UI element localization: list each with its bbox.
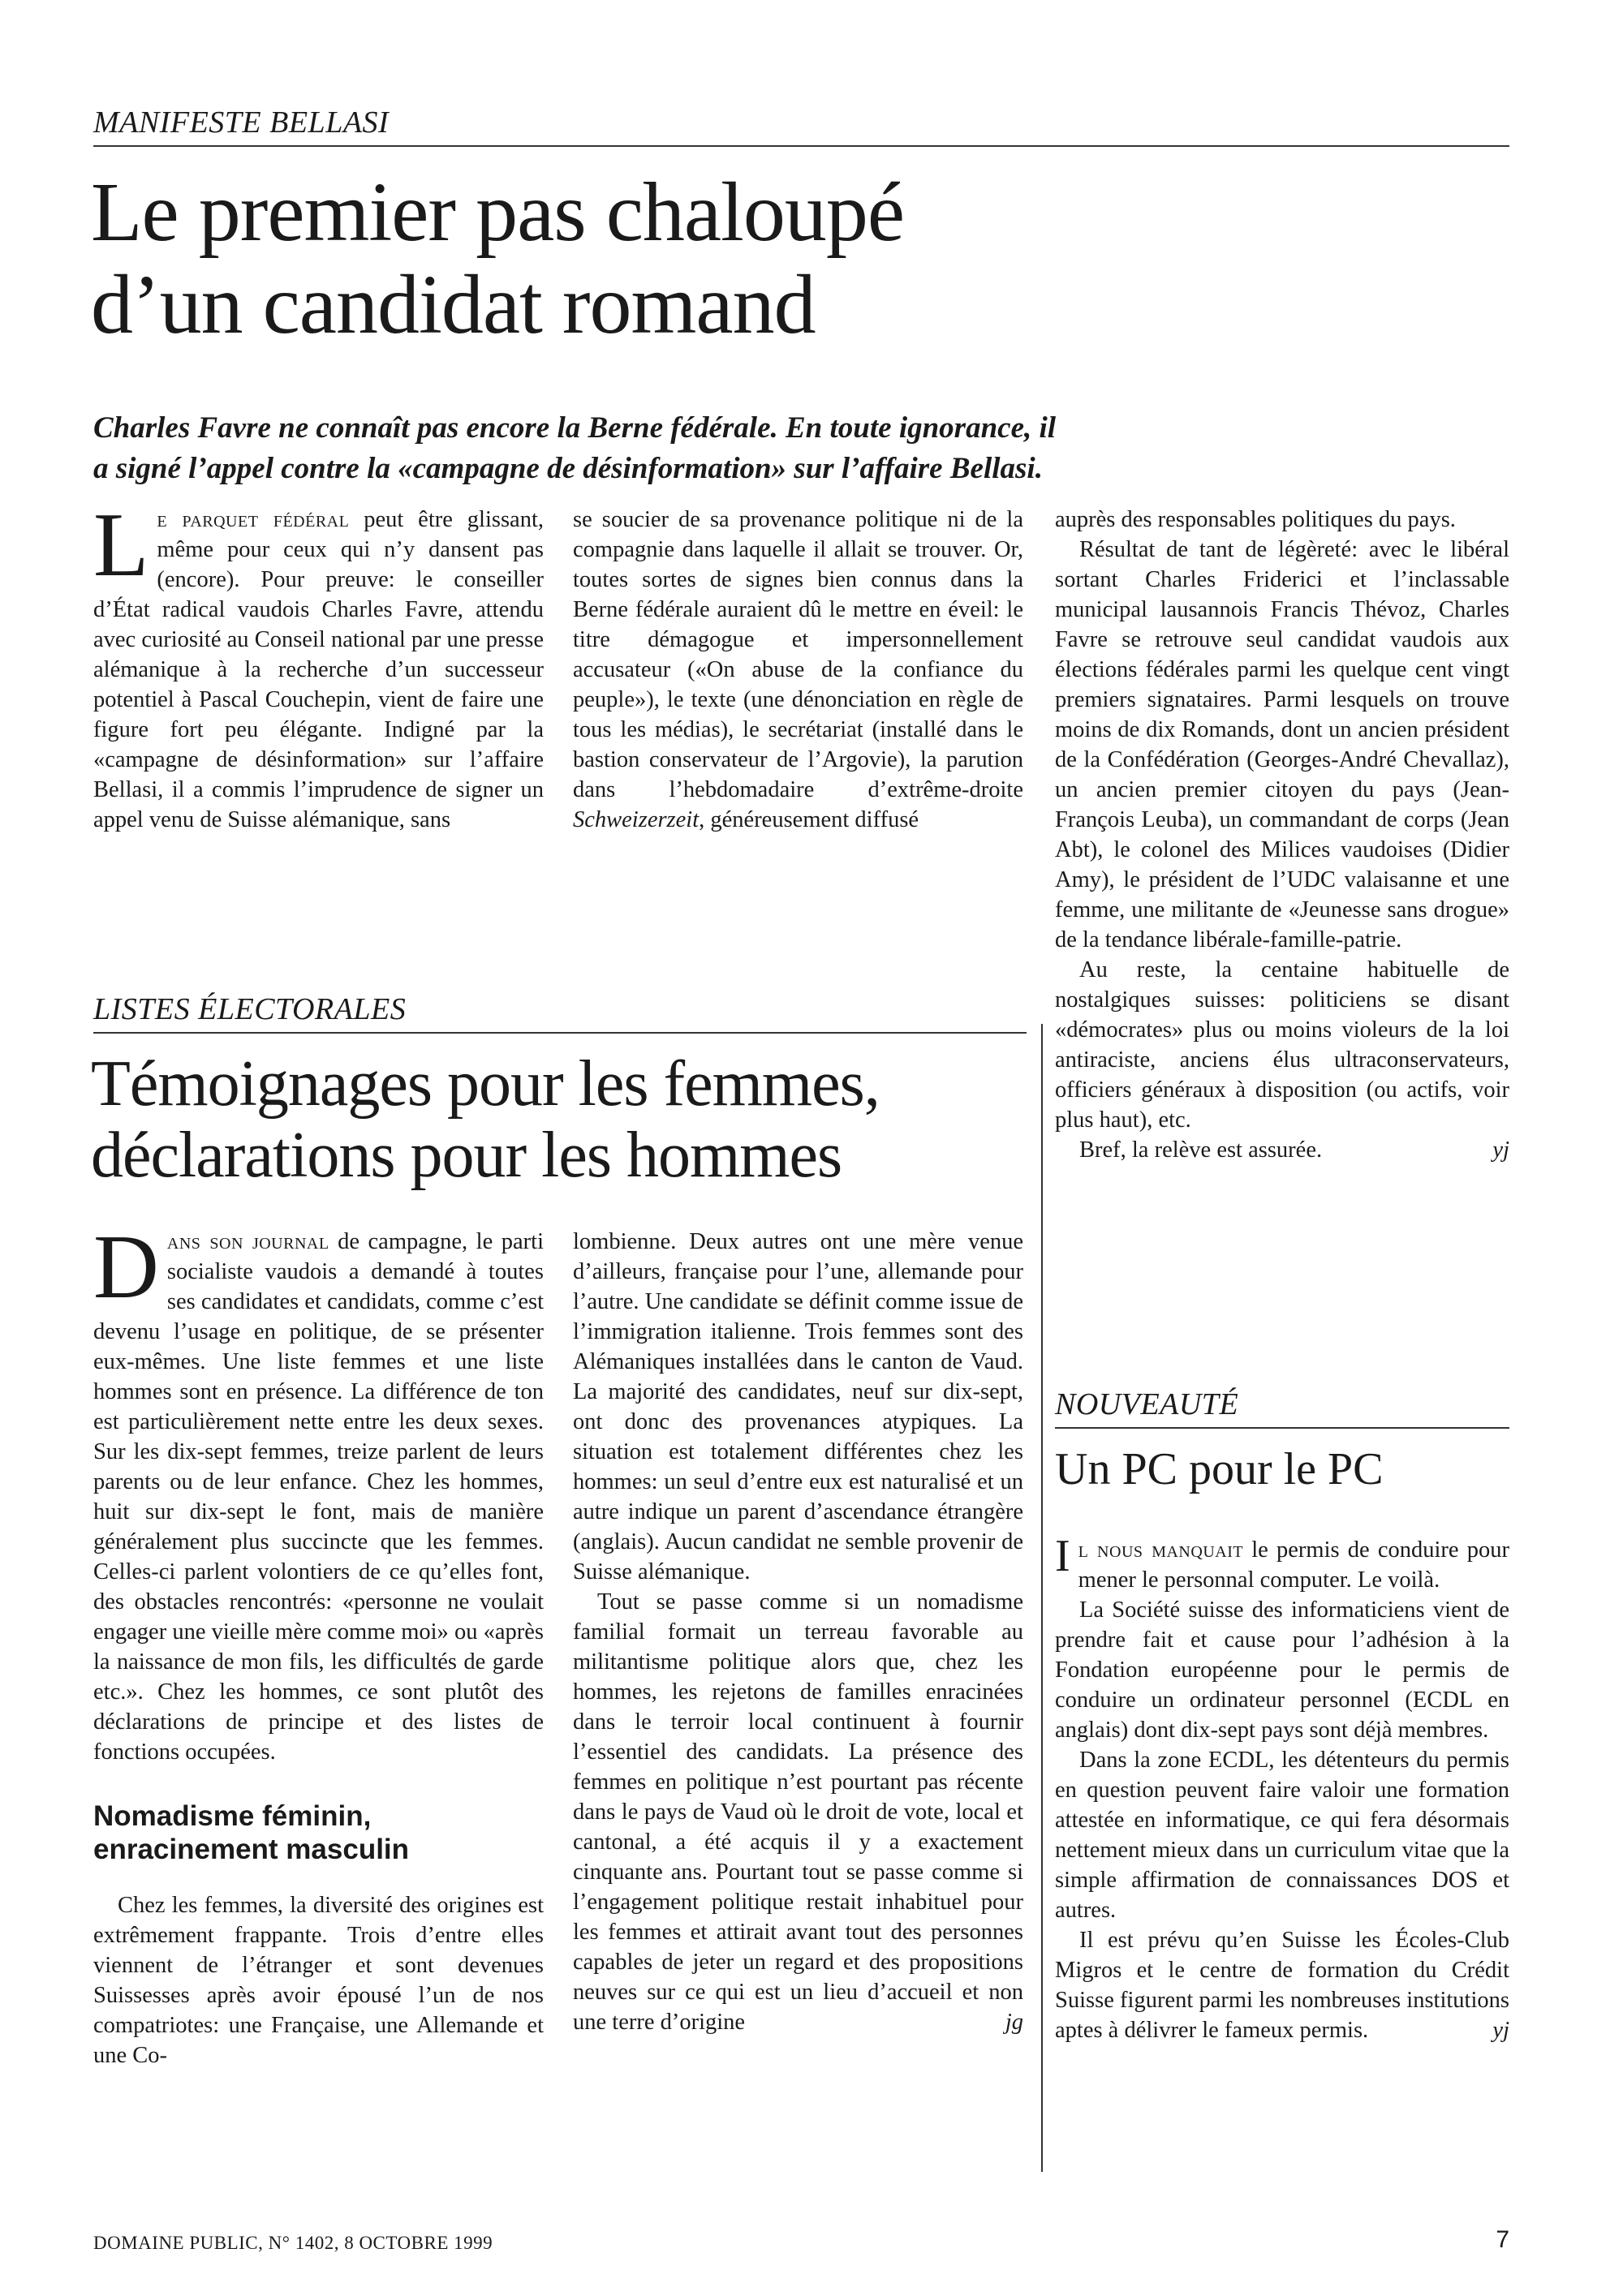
- paragraph: [93, 1217, 544, 1767]
- lead-in: l nous manquait: [1078, 1537, 1244, 1563]
- article2-column-2: [573, 1227, 1023, 2037]
- article2-headline: [91, 1048, 1024, 1191]
- article2-column-1: [93, 1217, 544, 2070]
- subheading-line-2: enracinement masculin: [93, 1834, 410, 1865]
- lead-in: e parquet fédéral: [157, 507, 350, 532]
- headline-line-2: d’un candidat romand: [91, 258, 816, 351]
- paragraph: [573, 1587, 1023, 2037]
- body-text: de campagne, le parti socialiste vaudois a demandé à toutes ses candidates et candidats, comme c’est devenu l’usage en politique, de se présenter eux-mêmes. Une liste femmes et une liste hommes sont en présence. La différence de ton est particulièrement nette entre les deux sexes. Sur les dix-sept femmes, treize parlent de leurs parents ou de leur enfance. Chez les hommes, huit sur dix-sept le font, mais de manière généralement plus succincte que les femmes. Celles-ci parlent volontiers de ce qu’elles font, des obstacles rencontrés: «personne ne voulait engager une vieille mère comme moi» ou «après la naissance de mon fils, les difficultés de garde etc.». Chez les hommes, ce sont plutôt des déclarations de principe et des listes de fonctions occupées.: [93, 1229, 544, 1765]
- article3-headline: Un PC pour le PC: [1055, 1444, 1384, 1494]
- article3-column: [1055, 1531, 1509, 2045]
- author-signature: jg: [1005, 2010, 1023, 2035]
- body-text: se soucier de sa provenance politique ni de la compagnie dans laquelle il allait se trouver. Or, toutes sortes de signes bien connus dans la Berne fédérale auraient dû le mettre en éveil: le titre démagogue et impersonnellement accusateur («On abuse de la confiance du peuple»), le texte (une dénonciation en règle de tous les médias), le secrétariat (installé dans le bastion conservateur de l’Argovie), la parution dans l’hebdomadaire d’extrême-droite: [573, 507, 1023, 802]
- paragraph: [1055, 1531, 1509, 1595]
- paragraph: Dans la zone ECDL, les détenteurs du permis en question peuvent faire valoir une formation attestée en informatique, ce qui fera désormais nettement mieux dans un curriculum vitae que la simple affirmation de connaissances DOS et autres.: [1055, 1748, 1509, 1923]
- chapeau-line-1: Charles Favre ne connaît pas encore la Berne fédérale. En toute ignorance, il: [93, 411, 1057, 445]
- paragraph: auprès des responsables politiques du pays.: [1055, 507, 1456, 532]
- drop-cap: L: [93, 495, 149, 595]
- headline-line-1: Le premier pas chaloupé: [91, 166, 905, 259]
- page-number: 7: [1496, 2226, 1509, 2253]
- lead-in: ans son journal: [166, 1229, 329, 1254]
- body-text: Bref, la relève est assurée.: [1079, 1137, 1323, 1163]
- rubric-listes-electorales: LISTES ÉLECTORALES: [93, 994, 1027, 1034]
- drop-cap: D: [93, 1217, 159, 1318]
- paragraph: [573, 505, 1023, 835]
- paragraph: lombienne. Deux autres ont une mère venue d’ailleurs, française pour l’une, allemande pour l’autre. Une candidate se définit comme issue de l’immigration italienne. Trois femmes sont des Alémaniques installées dans le canton de Vaud. La majorité des candidates, neuf sur dix-sept, ont donc des provenances atypiques. La situation est totalement différentes chez les hommes: un seul d’entre eux est naturalisé et un autre indique un parent d’ascendance étrangère (anglais). Aucun candidat ne semble provenir de Suisse alémanique.: [573, 1229, 1023, 1584]
- chapeau-line-2: a signé l’appel contre la «campagne de désinformation» sur l’affaire Bellasi.: [93, 452, 1043, 485]
- paragraph: Chez les femmes, la diversité des origines est extrêmement frappante. Trois d’entre elles viennent de l’étranger et sont devenues Suissesses après avoir épousé l’un de nos compatriotes: une Française, une Allemande et une Co-: [93, 1893, 544, 2068]
- subheading-line-1: Nomadisme féminin,: [93, 1800, 372, 1832]
- paragraph: [93, 495, 544, 835]
- footer-publication: DOMAINE PUBLIC, N° 1402, 8 OCTOBRE 1999: [93, 2233, 493, 2253]
- subheading: [93, 1799, 544, 1866]
- body-text: peut être glissant, même pour ceux qui n’y dansent pas (encore). Pour preuve: le conseiller d’État radical vaudois Charles Favre, attendu avec curiosité au Conseil national par une presse alémanique à la recherche d’un successeur potentiel à Pascal Couchepin, vient de faire une figure fort peu élégante. Indigné par la «campagne de désinformation» sur l’affaire Bellasi, il a commis l’imprudence de signer un appel venu de Suisse alémanique, sans: [93, 507, 544, 832]
- rubric-nouveaute: NOUVEAUTÉ: [1055, 1389, 1509, 1429]
- headline-line-1: Témoignages pour les femmes,: [91, 1048, 880, 1120]
- body-text: , généreusement diffusé: [699, 807, 919, 832]
- paragraph: [1055, 1925, 1509, 2045]
- headline-line-2: déclarations pour les hommes: [91, 1120, 842, 1191]
- rubric-manifeste: MANIFESTE BELLASI: [93, 107, 1509, 147]
- article1-column-2: [573, 505, 1023, 835]
- paragraph: Résultat de tant de légèreté: avec le libéral sortant Charles Friderici et l’inclassable municipal lausannois Francis Thévoz, Charles Favre se retrouve seul candidat vaudois aux élections fédérales parmi les quelque cent vingt premiers signataires. Parmi lesquels on trouve moins de dix Romands, dont un ancien président de la Confédération (Georges-André Chevallaz), un ancien premier citoyen du pays (Jean-François Leuba), un commandant de corps (Jean Abt), le colonel des Milices vaudoises (Didier Amy), le président de l’UDC valaisanne et une femme, une militante de «Jeunesse sans drogue» de la tendance libérale-famille-patrie.: [1055, 537, 1509, 952]
- publication-name: Schweizerzeit: [573, 807, 700, 832]
- paragraph: La Société suisse des informaticiens vient de prendre fait et cause pour l’adhésion à la Fondation européenne pour le permis de conduire un ordinateur personnel (ECDL en anglais) dont dix-sept pays sont déjà membres.: [1055, 1597, 1509, 1743]
- body-text: Il est prévu qu’en Suisse les Écoles-Club Migros et le centre de formation du Crédit Suisse figurent parmi les nombreuses institutions aptes à délivrer le fameux permis.: [1055, 1928, 1509, 2043]
- author-signature: yj: [1492, 2018, 1509, 2043]
- article1-column-1: [93, 495, 544, 835]
- paragraph: Au reste, la centaine habituelle de nostalgiques suisses: politiciens se disant «démocrates» plus ou moins violeurs de la loi antiraciste, anciens élus ultraconservateurs, officiers généraux à disposition (ou actifs, voir plus haut), etc.: [1055, 957, 1509, 1133]
- body-text: le permis de conduire pour mener le personnal computer. Le voilà.: [1078, 1537, 1509, 1593]
- paragraph: [1055, 1135, 1509, 1165]
- article1-chapeau: [93, 408, 1392, 489]
- author-signature: yj: [1492, 1137, 1509, 1163]
- drop-cap: I: [1055, 1531, 1070, 1581]
- column-divider: [1041, 1024, 1043, 2172]
- body-text: Tout se passe comme si un nomadisme familial formait un terreau favorable au militantisme politique alors que, chez les hommes, les rejetons de familles enracinées dans le terroir local continuent à fournir l’essentiel des candidats. La présence des femmes en politique n’est pourtant pas récente dans le pays de Vaud où le droit de vote, local et cantonal, a été acquis il y a exactement cinquante ans. Pourtant tout se passe comme si l’engagement politique restait inhabituel pour les femmes et attirait avant tout des personnes capables de jeter un regard et des propositions neuves sur ce qui est un lieu d’accueil et non une terre d’origine: [573, 1589, 1023, 2035]
- article1-headline: [91, 166, 1308, 351]
- article1-column-3: [1055, 505, 1509, 1165]
